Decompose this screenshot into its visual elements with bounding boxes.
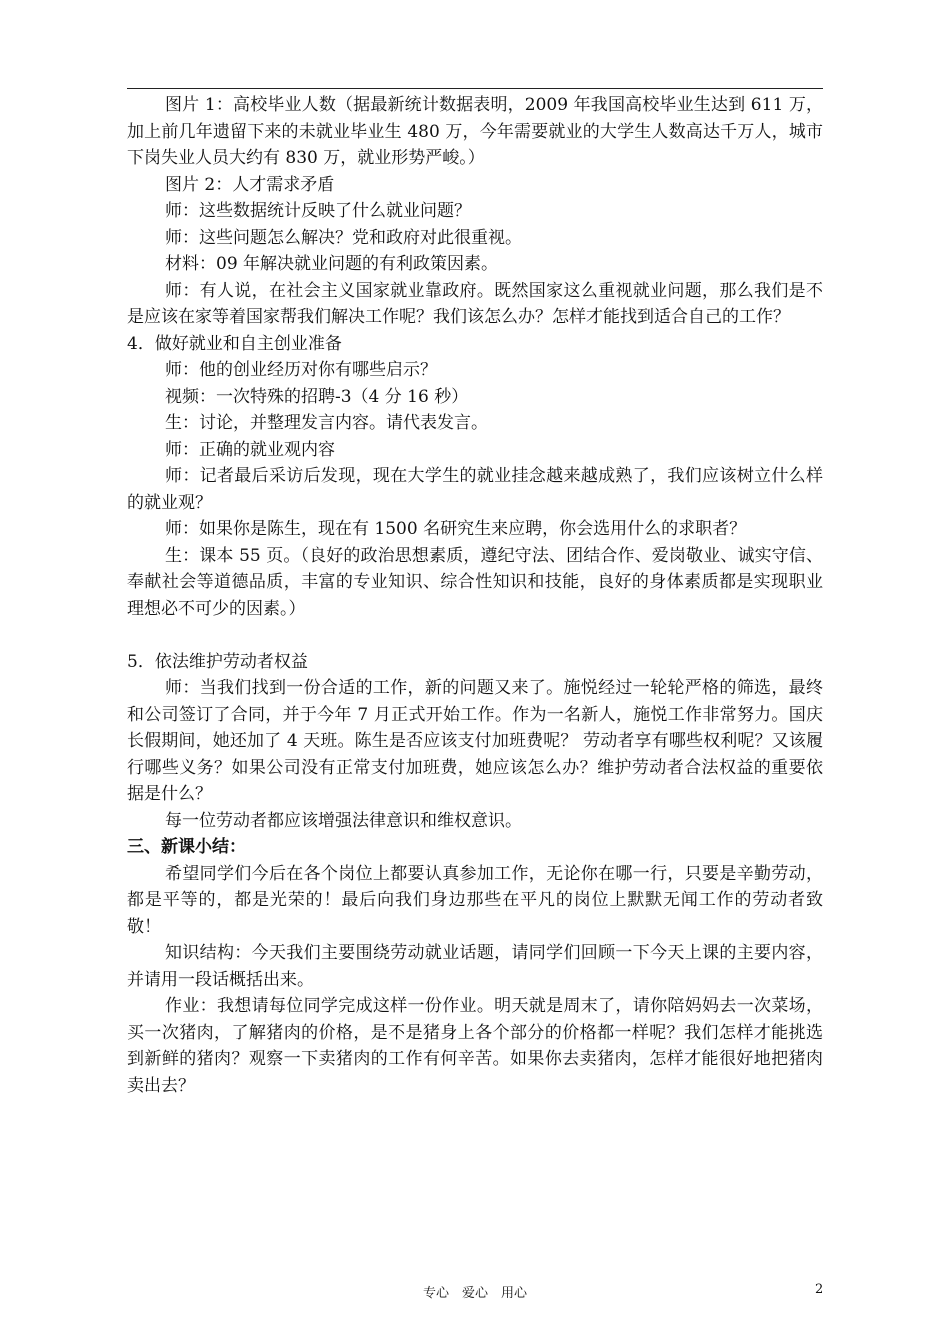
paragraph-teacher-question: 师：当我们找到一份合适的工作，新的问题又来了。施悦经过一轮轮严格的筛选，最终和公司签订了合同，并于今年 7 月正式开始工作。作为一名新人，施悦工作非常努力。国庆长假期间，她还加了 4 天班。陈生是否应该支付加班费呢？ 劳动者享有哪些权利呢？又该履行哪些义务？如果公司没有正常支付加班费，她应该怎么办？维护劳动者合法权益的重要依据是什么？	[127, 678, 823, 804]
paragraph-statement: 每一位劳动者都应该增强法律意识和维权意识。	[165, 810, 522, 831]
paragraph-summary: 希望同学们今后在各个岗位上都要认真参加工作，无论你在哪一行，只要是辛勤劳动，都是平等的，都是光荣的！最后向我们身边那些在平凡的岗位上默默无闻工作的劳动者致敬！	[127, 863, 823, 937]
paragraph-video: 视频：一次特殊的招聘-3（4 分 16 秒）	[165, 386, 469, 407]
paragraph-knowledge-structure: 知识结构：今天我们主要围绕劳动就业话题，请同学们回顾一下今天上课的主要内容，并请用一段话概括出来。	[127, 943, 823, 990]
paragraph-student: 生：课本 55 页。（良好的政治思想素质，遵纪守法、团结合作、爱岗敬业、诚实守信、奉献社会等道德品质，丰富的专业知识、综合性知识和技能，良好的身体素质都是实现职业理想必不可少的因素。）	[127, 545, 823, 619]
paragraph-teacher-question: 师：正确的就业观内容	[165, 439, 335, 460]
paragraph-homework: 作业：我想请每位同学完成这样一份作业。明天就是周末了，请你陪妈妈去一次菜场，买一次猪肉，了解猪肉的价格，是不是猪身上各个部分的价格都一样呢？我们怎样才能挑选到新鲜的猪肉？观察一下卖猪肉的工作有何辛苦。如果你去卖猪肉，怎样才能很好地把猪肉卖出去？	[127, 996, 823, 1096]
page-number: 2	[815, 1282, 824, 1297]
paragraph-student: 生：讨论，并整理发言内容。请代表发言。	[165, 413, 488, 433]
section-heading-summary: 三、新课小结：	[127, 837, 246, 857]
document-body	[127, 92, 823, 1099]
paragraph-image2-caption: 图片 2：人才需求矛盾	[165, 174, 335, 195]
paragraph-teacher-question: 师：有人说，在社会主义国家就业靠政府。既然国家这么重视就业问题，那么我们是不是应该在家等着国家帮我们解决工作呢？我们该怎么办？怎样才能找到适合自己的工作？	[127, 280, 823, 327]
footer-motto: 专心 爱心 用心	[422, 1286, 527, 1301]
paragraph-teacher-question: 师：如果你是陈生，现在有 1500 名研究生来应聘，你会选用什么的求职者？	[165, 519, 747, 539]
paragraph-image1-caption: 图片 1：高校毕业人数（据最新统计数据表明，2009 年我国高校毕业生达到 611 万，加上前几年遗留下来的未就业毕业生 480 万，今年需要就业的大学生人数高达千万人，城市下岗失业人员大约有 830 万，就业形势严峻。）	[127, 95, 823, 168]
paragraph-teacher-question: 师：这些问题怎么解决？党和政府对此很重视。	[165, 227, 522, 248]
paragraph-teacher-question: 师：他的创业经历对你有哪些启示？	[165, 360, 437, 380]
paragraph-teacher-question: 师：这些数据统计反映了什么就业问题？	[165, 201, 471, 221]
paragraph-material: 材料：09 年解决就业问题的有利政策因素。	[165, 254, 499, 274]
header-rule	[127, 88, 823, 89]
blank-line	[127, 622, 823, 649]
section-heading-5: 5．依法维护劳动者权益	[127, 651, 308, 672]
section-heading-4: 4．做好就业和自主创业准备	[127, 333, 342, 354]
paragraph-teacher-question: 师：记者最后采访后发现，现在大学生的就业挂念越来越成熟了，我们应该树立什么样的就业观？	[127, 466, 823, 513]
